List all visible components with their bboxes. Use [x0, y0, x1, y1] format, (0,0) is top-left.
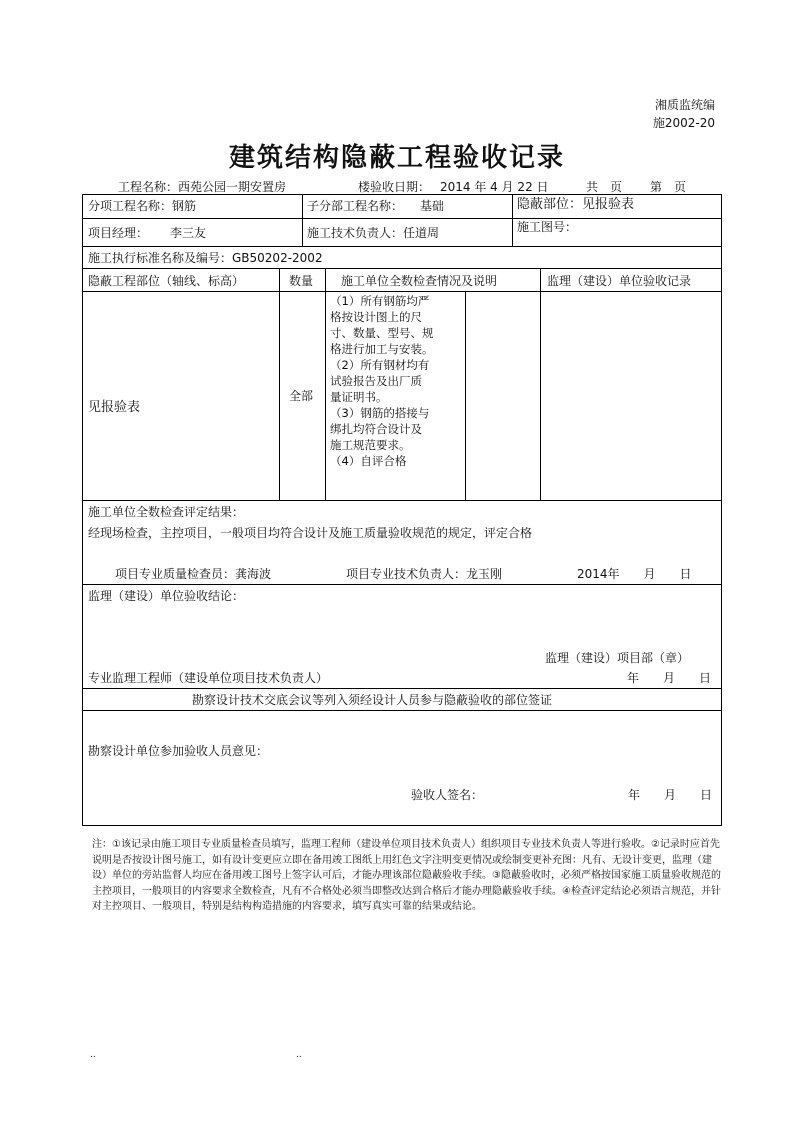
footer-mark-left: .. — [90, 1050, 96, 1060]
header-quantity: 数量 — [289, 274, 314, 288]
contractor-date: 2014年 月 日 — [577, 567, 692, 581]
standard: 施工执行标准名称及编号：GB50202-2002 — [88, 251, 323, 265]
tech-lead: 施工技术负责人：任道周 — [307, 226, 440, 240]
page-no: 第 页 — [650, 180, 687, 194]
design-opinion-label: 勘察设计单位参加验收人员意见： — [88, 744, 269, 758]
body-quantity: 全部 — [289, 389, 314, 403]
sub-division-value: 基础 — [420, 199, 445, 213]
check-line: （3）钢筋的搭接与 — [330, 406, 430, 420]
quality-inspector: 项目专业质量检查员：龚海波 — [115, 567, 272, 581]
check-line: （2）所有钢材均有 — [330, 358, 430, 372]
drawing-no: 施工图号： — [517, 220, 578, 234]
sub-project-name: 分项工程名称：钢筋 — [88, 199, 197, 213]
footer-mark-right: .. — [296, 1050, 302, 1060]
body-location: 见报验表 — [88, 400, 141, 415]
doc-code-line1: 湘质监统编 — [654, 98, 715, 112]
contractor-result-label: 施工单位全数检查评定结果： — [88, 505, 245, 519]
design-heading: 勘察设计技术交底会议等列入须经设计人员参与隐蔽验收的部位签证 — [192, 693, 553, 707]
check-line: 格按设计图上的尺 — [330, 310, 422, 324]
footnote: 注：①该记录由施工项目专业质量检查员填写，监理工程师（建设单位项目技术负责人）组织项目专业技术负责人等进行验收。②记录时应首先说明是否按设计图号施工，如有设计变更应立即在备用竣工图纸上用红色文字注明变更情况或绘制变更补充图：凡有、无设计变更，监理（建设）单位的旁站监督人均应在备用竣工图号上签字认可后，才能办理该部位隐蔽验收手续。③隐蔽验收时，必须严格按国家施工质量验收规范的主控项目，一般项目的内容要求全数检查，凡有不合格处必须当即整改达到合格后才能办理隐蔽验收手续。④检查评定结论必须语言规范，并针对主控项目、一般项目，特别是结构构造措施的内容要求，填写真实可靠的结果或结论。 — [92, 839, 721, 912]
supervision-dept: 监理（建设）项目部（章） — [545, 651, 690, 665]
supervision-engineer: 专业监理工程师（建设单位项目技术负责人） — [88, 671, 329, 685]
signature-label: 验收人签名： — [411, 788, 484, 802]
check-line: 量证明书。 — [330, 390, 388, 404]
check-line: 绑扎均符合设计及 — [330, 422, 422, 436]
header-supervision: 监理（建设）单位验收记录 — [547, 274, 692, 288]
contractor-result-text: 经现场检查，主控项目，一般项目均符合设计及施工质量验收规范的规定，评定合格 — [88, 526, 533, 540]
date-value: 2014 年 4 月 22 日 — [440, 180, 549, 194]
check-line: 寸、数量、型号、规 — [330, 326, 434, 340]
sub-division-label: 子分部工程名称： — [307, 199, 404, 213]
tech-manager: 项目专业技术负责人：龙玉刚 — [346, 567, 503, 581]
supervision-date: 年 月 日 — [627, 671, 712, 685]
design-date: 年 月 日 — [628, 788, 713, 802]
pm-label: 项目经理： — [88, 226, 149, 240]
inspection-checks — [330, 293, 465, 469]
check-line: （4）自评合格 — [330, 454, 407, 468]
page-total: 共 页 — [586, 180, 623, 194]
doc-code-line2: 施2002-20 — [652, 116, 715, 130]
date-label: 楼验收日期： — [358, 180, 431, 194]
check-line: 施工规范要求。 — [330, 438, 411, 452]
check-line: 格进行加工与安装。 — [330, 342, 434, 356]
header-inspection: 施工单位全数检查情况及说明 — [341, 274, 498, 288]
pm-value: 李三友 — [170, 226, 207, 240]
project-name: 工程名称：西苑公园一期安置房 — [118, 180, 287, 194]
supervision-label: 监理（建设）单位验收结论： — [88, 589, 245, 603]
page-title: 建筑结构隐蔽工程验收记录 — [228, 143, 565, 173]
check-line: 试验报告及出厂质 — [330, 374, 422, 388]
hidden-part: 隐蔽部位：见报验表 — [517, 197, 635, 212]
header-location: 隐蔽工程部位（轴线、标高） — [88, 274, 245, 288]
check-line: （1）所有钢筋均严 — [330, 294, 430, 308]
